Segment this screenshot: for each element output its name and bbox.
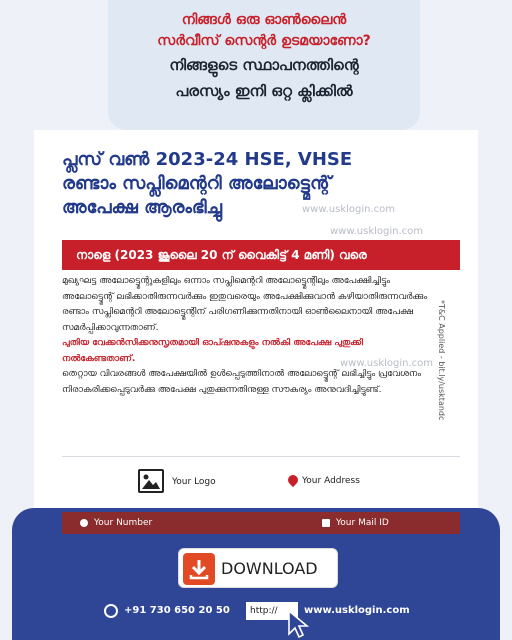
number-label: Your Number: [94, 518, 153, 528]
download-icon: [183, 553, 215, 585]
watermark: www.usklogin.com: [340, 358, 434, 369]
download-button[interactable]: [178, 548, 338, 588]
whatsapp-icon: [104, 604, 118, 618]
banner-line-4: പരസ്യം ഇനി ഒറ്റ ക്ലിക്കിൽ: [175, 82, 353, 100]
notice-highlight: പുതിയ വേക്കൻസിക്കനുസൃതമായി ഓപ്ഷനുകളും നൽകി അപേക്ഷ പുതുക്കി നൽകേണ്ടതാണ്.: [62, 338, 363, 364]
deadline-bar: നാളെ (2023 ജൂലൈ 20 ന് വൈകിട്ട് 4 മണി) വരെ: [62, 240, 460, 270]
phone-icon: [80, 519, 88, 527]
notice-paragraph-3: തെറ്റായ വിവരങ്ങൾ അപേക്ഷയിൽ ഉൾപ്പെടുത്തിനാൽ അലോട്ട്മെന്റ് ലഭിച്ചിട്ടും പ്രവേശനം നിരാകരിക്കപ്പെടുവർക്കു അപേക്ഷ പുതുക്കുന്നതിനുള്ള സൗകര്യം അനുവദിച്ചിട്ടുണ്ട്.: [62, 369, 422, 395]
title-line-3: അപേക്ഷ ആരംഭിച്ചു: [62, 197, 223, 218]
mail-label: Your Mail ID: [336, 518, 389, 528]
promo-banner: [108, 0, 420, 130]
phone-number: +91 730 650 20 50: [124, 605, 230, 616]
title-line-2: രണ്ടാം സപ്ലിമെന്ററി അലോട്ട്മെന്റ്: [62, 173, 332, 194]
divider: [62, 456, 460, 457]
title-line-1: പ്ലസ് വൺ 2023-24 HSE, VHSE: [62, 149, 353, 170]
banner-line-2: സർവീസ് സെന്റർ ഉടമയാണോ?: [157, 33, 371, 49]
logo-label: Your Logo: [172, 477, 216, 487]
banner-line-3: നിങ്ങളുടെ സ്ഥാപനത്തിന്റെ: [169, 56, 359, 74]
watermark: www.usklogin.com: [330, 226, 424, 237]
image-placeholder-icon: [138, 469, 164, 493]
watermark: www.usklogin.com: [302, 204, 396, 215]
website-link[interactable]: www.usklogin.com: [304, 605, 410, 616]
terms-note: *T&C Applied - bit.ly/usktandc: [437, 300, 446, 421]
banner-line-1: നിങ്ങൾ ഒരു ഓൺലൈൻ: [181, 12, 347, 28]
download-label: DOWNLOAD: [221, 559, 318, 578]
cursor-icon: [288, 610, 310, 640]
notice-body: [62, 274, 434, 398]
address-label: Your Address: [302, 476, 360, 486]
notice-paragraph-1: മുഖ്യഘട്ട അലോട്ട്മെന്റുകളിലും ഒന്നാം സപ്ലിമെന്ററി അലോട്ട്മെന്റിലും അപേക്ഷിച്ചിട്ടും അലോട്ട്മെന്റ് ലഭിക്കാതിരുന്നവർക്കും ഇതുവരെയും അപേക്ഷിക്കുവാൻ കഴിയാതിരുന്നവർക്കും രണ്ടാം സപ്ലിമെന്ററി അലോട്ട്മെന്റിന് പരിഗണിക്കുന്നതിനായി ഓൺലൈനായി അപേക്ഷ സമർപ്പിക്കാവുന്നതാണ്.: [62, 276, 428, 333]
url-prefix: http://: [246, 602, 298, 620]
mail-icon: [322, 519, 330, 527]
